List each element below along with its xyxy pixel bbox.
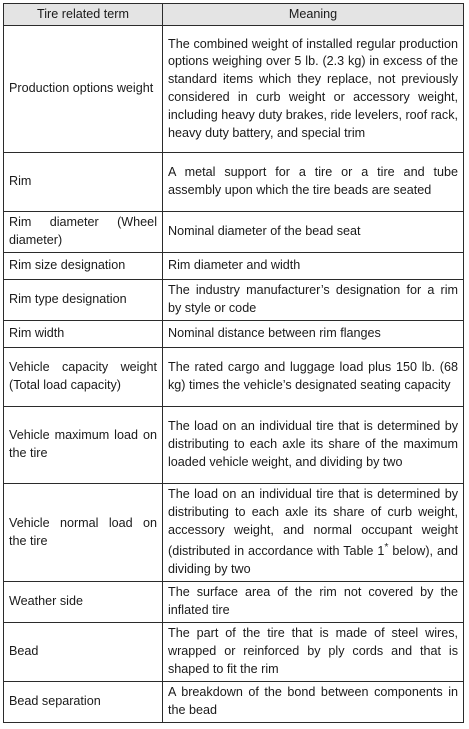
header-meaning: Meaning: [163, 4, 464, 26]
term-cell: Bead separation: [4, 682, 163, 723]
table-row: [4, 26, 464, 153]
table-row: [4, 321, 464, 348]
tire-terms-table: [3, 3, 464, 723]
footnote-marker: *: [384, 541, 389, 554]
table-row: [4, 153, 464, 212]
table-header-row: [4, 4, 464, 26]
table-row: [4, 484, 464, 582]
table-row: [4, 407, 464, 484]
meaning-cell: The industry manufacturer’s designation for a rim by style or code: [163, 280, 464, 321]
meaning-cell: Nominal diameter of the bead seat: [163, 212, 464, 253]
table-row: [4, 348, 464, 407]
term-cell: Vehicle capacity weight (Total load capacity): [4, 348, 163, 407]
term-cell: Vehicle maximum load on the tire: [4, 407, 163, 484]
term-cell: Weather side: [4, 582, 163, 623]
term-cell: Rim type designation: [4, 280, 163, 321]
term-cell: Rim diameter (Wheel diameter): [4, 212, 163, 253]
meaning-cell: [163, 484, 464, 582]
meaning-cell: The surface area of the rim not covered by the inflated tire: [163, 582, 464, 623]
meaning-cell: The load on an individual tire that is determined by distributing to each axle its share of the maximum loaded vehicle weight, and dividing by two: [163, 407, 464, 484]
table-row: [4, 623, 464, 682]
meaning-cell: The part of the tire that is made of steel wires, wrapped or reinforced by ply cords and that is shaped to fit the rim: [163, 623, 464, 682]
meaning-text-before: The load on an individual tire that is determined by distributing to each axle its share of curb weight, accessory weight, and normal occupant weight (distributed in accordance with Table 1: [168, 487, 458, 559]
meaning-text-after: below), and dividing by two: [168, 544, 459, 577]
header-term: Tire related term: [4, 4, 163, 26]
term-cell: Bead: [4, 623, 163, 682]
term-cell: Production options weight: [4, 26, 163, 153]
meaning-cell: The combined weight of installed regular production options weighing over 5 lb. (2.3 kg) in excess of the standard items which they replace, not previously considered in curb weight or accessory weight, including heavy duty brakes, ride levelers, roof rack, heavy duty battery, and special trim: [163, 26, 464, 153]
table-row: [4, 582, 464, 623]
table-row: [4, 280, 464, 321]
term-cell: Rim width: [4, 321, 163, 348]
term-cell: Vehicle normal load on the tire: [4, 484, 163, 582]
table-row: [4, 253, 464, 280]
meaning-cell: Rim diameter and width: [163, 253, 464, 280]
meaning-cell: The rated cargo and luggage load plus 150 lb. (68 kg) times the vehicle’s designated seating capacity: [163, 348, 464, 407]
term-cell: Rim: [4, 153, 163, 212]
table-row: [4, 212, 464, 253]
meaning-cell: Nominal distance between rim flanges: [163, 321, 464, 348]
meaning-cell: A breakdown of the bond between components in the bead: [163, 682, 464, 723]
meaning-cell: A metal support for a tire or a tire and tube assembly upon which the tire beads are seated: [163, 153, 464, 212]
term-cell: Rim size designation: [4, 253, 163, 280]
table-row: [4, 682, 464, 723]
